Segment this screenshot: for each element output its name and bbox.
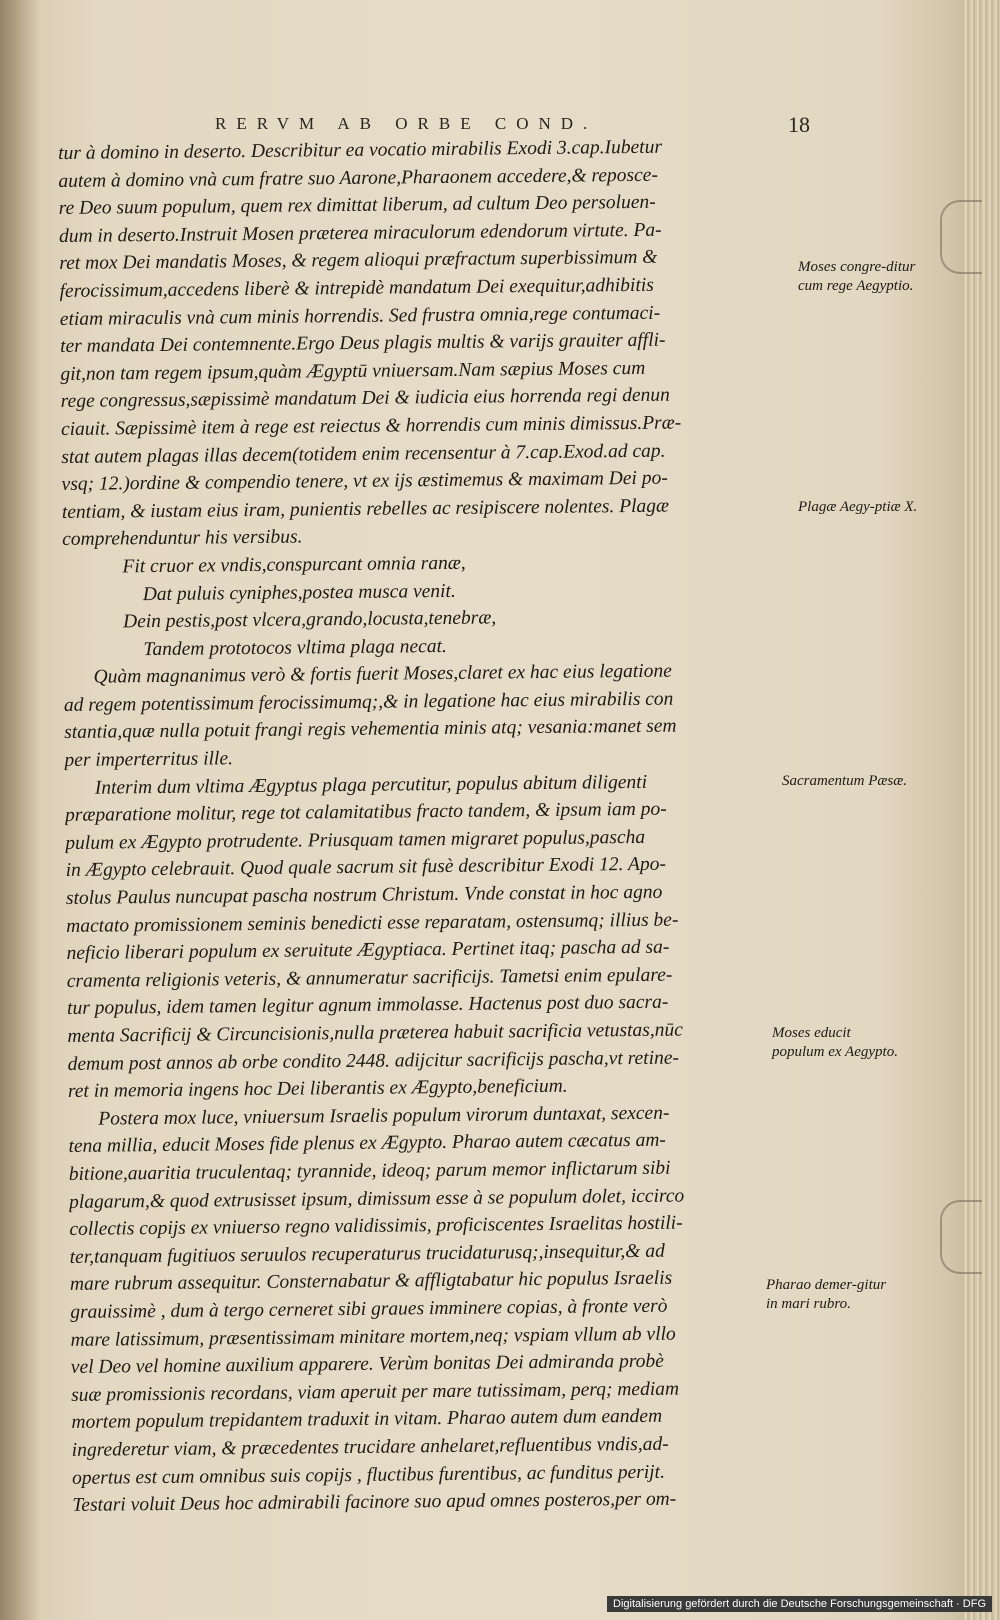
body-line: vsq; 12.)ordine & compendio tenere, vt ex ijs æstimemus & maximam Dei po-: [61, 467, 668, 496]
body-line: ret in memoria ingens hoc Dei liberantis ex Ægypto,beneficium.: [67, 1075, 568, 1103]
body-line: ferocissimum,accedens liberè & intrepidè mandatum Dei exequitur,adhibitis: [59, 274, 654, 302]
body-line: ingrederetur viam, & præcedentes trucidare anhelaret,refluentibus vndis,ad-: [71, 1433, 669, 1461]
body-line: ret mox Dei mandatis Moses, & regem alioqui præfractum superbissimum &: [59, 247, 658, 275]
body-line: menta Sacrificij & Circuncisionis,nulla præterea habuit sacrificia vetustas,nūc: [67, 1019, 683, 1047]
body-line: mortem populum trepidantem traduxit in vitam. Pharao autem dum eandem: [71, 1406, 663, 1434]
verse-line: Fit cruor ex vndis,conspurcant omnia ranæ,: [122, 552, 466, 578]
gutter-shadow: [0, 0, 40, 1620]
body-line: rege congressus,sæpissimè mandatum Dei & iudicia eius horrenda regi denun: [60, 384, 670, 413]
body-line: ciauit. Sæpissimè item à rege est reiectus & horrendis cum minis dimissus.Præ-: [60, 412, 682, 440]
body-line: autem à domino vnà cum fratre suo Aarone,Pharaonem accedere,& reposce-: [58, 164, 659, 192]
body-line: vel Deo vel homine auxilium apparere. Verùm bonitas Dei admiranda probè: [70, 1350, 664, 1379]
body-line: grauissimè , dum à tergo cerneret sibi graues imminere copias, à fronte verò: [70, 1295, 668, 1323]
marginal-note: Plagæ Aegy-ptiæ X.: [798, 499, 918, 515]
body-line: Testari voluit Deus hoc admirabili facinore suo apud omnes posteros,per om-: [72, 1488, 677, 1517]
body-line: comprehenduntur his versibus.: [62, 526, 303, 551]
body-line: tena millia, educit Moses fide plenus ex Ægypto. Pharao autem cæcatus am-: [68, 1130, 666, 1158]
body-line: tentiam, & iustam eius iram, punientis rebelles ac resipiscere nolentes. Plagæ: [61, 495, 670, 523]
body-line: cramenta religionis veteris, & annumeratur sacrificijs. Tametsi enim epulare-: [66, 964, 673, 992]
body-line: plagarum,& quod extrusisset ipsum, dimissum esse à se populum dolet, iccirco: [69, 1185, 685, 1213]
marginal-note: Pharao demer-gitur in mari rubro.: [766, 1277, 887, 1312]
body-line: stolus Paulus nuncupat pascha nostrum Christum. Vnde constat in hoc agno: [65, 881, 663, 909]
body-line: collectis copijs ex vniuerso regno validissimis, proficiscentes Israelitas hostili-: [69, 1212, 683, 1241]
digitization-credit: Digitalisierung gefördert durch die Deutsche Forschungsgemeinschaft · DFG: [607, 1596, 992, 1612]
body-line: ter mandata Dei contemnente.Ergo Deus plagis multis & varijs grauiter affli-: [60, 329, 666, 358]
body-line: neficio liberari populum ex seruitute Ægyptiaca. Pertinet itaq; pascha ad sa-: [66, 936, 670, 965]
body-line: pulum ex Ægypto protrudente. Priusquam tamen migraret populus,pascha: [65, 826, 646, 854]
body-line: ter,tanquam fugitiuos seruulos recuperaturus trucidaturusq;,insequitur,& ad: [69, 1240, 665, 1268]
body-line: opertus est cum omnibus suis copijs , fluctibus furentibus, ac funditus perijt.: [71, 1461, 666, 1489]
body-line: git,non tam regem ipsum,quàm Ægyptū vniuersam.Nam sæpius Moses cum: [60, 357, 646, 385]
marginal-note: Moses congre-ditur cum rege Aegyptio.: [798, 259, 916, 294]
body-line: tur à domino in deserto. Describitur ea vocatio mirabilis Exodi 3.cap.Iubetur: [58, 136, 663, 164]
clasp-mark-top: [940, 200, 982, 274]
clasp-mark-bottom: [940, 1200, 982, 1274]
marginal-note: Sacramentum Pæsæ.: [782, 773, 907, 789]
body-line: stantia,quæ nulla potuit frangi regis vehementia minis atq; vesania:manet sem: [64, 716, 677, 744]
body-line: præparatione molitur, rege tot calamitatibus fracto tandem, & ipsum iam po-: [64, 798, 667, 827]
body-line: suæ promissionis recordans, viam aperuit per mare tutissimam, perq; mediam: [71, 1378, 680, 1406]
body-line: Quàm magnanimus verò & fortis fuerit Moses,claret ex hac eius legatione: [93, 660, 672, 688]
page-number: 18: [788, 112, 810, 137]
body-line: tur populus, idem tamen legitur agnum immolasse. Hactenus post duo sacra-: [66, 992, 669, 1020]
body-line: per imperterritus ille.: [64, 748, 234, 772]
body-line: mactato promissionem seminis benedicti esse reparatam, ostensumq; illius be-: [66, 909, 679, 937]
body-line: stat autem plagas illas decem(totidem enim recensentur à 7.cap.Exod.ad cap.: [61, 440, 666, 468]
body-line: ad regem potentissimum ferocissimumq;,& in legatione hac eius mirabilis con: [63, 688, 674, 716]
verse-line: Dat puluis cyniphes,postea musca venit.: [142, 580, 456, 605]
body-line: demum post annos ab orbe condito 2448. adijcitur sacrificijs pascha,vt retine-: [67, 1047, 680, 1075]
body-line: bitione,auaritia truculentaq; tyrannide, ideoq; parum memor inflictarum sibi: [68, 1157, 671, 1185]
body-line: mare latissimum, præsentissimam minitare mortem,neq; vspiam vllum ab vllo: [70, 1323, 676, 1351]
body-line: Interim dum vltima Ægyptus plaga percutitur, populus abitum diligenti: [94, 771, 648, 799]
body-text: [58, 132, 802, 1519]
verse-line: Dein pestis,post vlcera,grando,locusta,tenebræ,: [122, 607, 497, 633]
body-line: in Ægypto celebrauit. Quod quale sacrum sit fusè describitur Exodi 12. Apo-: [65, 854, 667, 882]
running-head: RERVM AB ORBE COND.: [215, 114, 598, 133]
body-line: etiam miraculis vnà cum minis horrendis. Sed frustra omnia,rege contumaci-: [59, 302, 661, 330]
verse-line: Tandem prototocos vltima plaga necat.: [143, 635, 447, 660]
body-line: mare rubrum assequitur. Consternabatur & affligtabatur hic populus Israelis: [69, 1267, 673, 1296]
body-line: Postera mox luce, vniuersum Israelis populum virorum duntaxat, sexcen-: [98, 1102, 670, 1130]
marginal-note: Moses educit populum ex Aegypto.: [772, 1025, 898, 1060]
body-line: re Deo suum populum, quem rex dimittat liberum, ad cultum Deo persoluen-: [58, 191, 656, 220]
body-line: dum in deserto.Instruit Mosen præterea miraculorum edendorum virtute. Pa-: [58, 219, 662, 247]
